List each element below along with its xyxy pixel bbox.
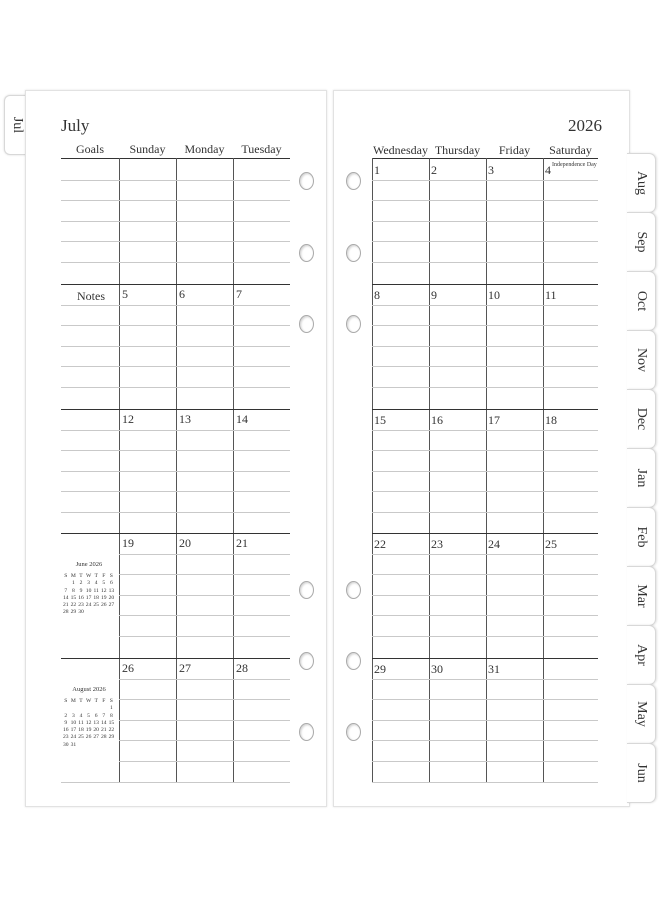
tab-jan[interactable] [627,448,656,508]
mini-day [100,742,108,748]
holiday-label: Independence Day [552,162,597,168]
binder-hole [299,723,314,741]
mini-day: 26 [100,602,107,609]
tab-label: May [634,701,649,727]
writing-line [61,241,290,242]
mini-day: 20 [93,727,99,734]
mini-day: 13 [93,719,99,726]
mini-day: 12 [100,587,107,594]
mini-day: 10 [70,719,77,726]
mini-weekday: S [64,573,68,579]
column-header: Sunday [129,142,166,156]
tab-feb[interactable] [627,507,656,567]
tab-jun[interactable] [627,743,656,803]
week-divider [372,658,598,659]
mini-day [92,609,100,615]
writing-line [372,180,598,181]
binder-hole [346,315,361,333]
mini-day [85,705,93,711]
writing-line [372,491,598,492]
mini-weekday: T [94,573,98,579]
day-number: 19 [122,536,134,550]
binder-hole [299,172,314,190]
binder-hole [346,172,361,190]
day-number: 8 [374,288,380,302]
tab-label: Aug [634,170,649,196]
mini-day: 29 [70,609,77,616]
writing-line [61,346,290,347]
writing-line [61,305,290,306]
mini-weekday: T [79,698,83,704]
writing-line [119,615,290,616]
mini-day: 4 [94,580,98,587]
mini-day [85,609,93,615]
day-number: 7 [236,287,242,301]
day-number: 4 [545,163,551,177]
writing-line [372,430,598,431]
column-header: Goals [76,142,104,156]
writing-line [119,740,290,741]
mini-day: 19 [100,594,107,601]
mini-weekday: S [109,698,113,704]
day-number: 13 [179,412,191,426]
mini-day: 3 [87,580,90,587]
binder-hole [346,244,361,262]
day-number: 9 [431,288,437,302]
writing-line [61,325,290,326]
mini-day: 31 [70,741,77,748]
mini-day: 30 [63,741,69,748]
writing-line [61,471,290,472]
tab-nov[interactable] [627,330,656,390]
mini-day: 16 [63,727,69,734]
writing-line [372,346,598,347]
day-number: 12 [122,412,134,426]
mini-day [108,742,116,748]
mini-day: 11 [78,719,84,726]
mini-day: 19 [85,727,92,734]
day-number: 30 [431,662,443,676]
tab-aug[interactable] [627,153,656,213]
writing-line [372,241,598,242]
writing-line [372,720,598,721]
day-number: 10 [488,288,500,302]
writing-line [61,200,290,201]
writing-line [372,554,598,555]
binder-hole [346,723,361,741]
day-number: 29 [374,662,386,676]
mini-calendar-title: June 2026 [75,561,103,568]
tab-label: Oct [634,290,649,312]
mini-day: 1 [71,580,75,587]
mini-day [62,705,70,711]
week-divider [372,409,598,410]
writing-line [372,699,598,700]
mini-day [70,705,78,711]
mini-day: 16 [78,594,84,601]
mini-day: 5 [102,580,106,587]
mini-day: 6 [94,712,98,719]
tab-jul-label: Jul [10,116,25,134]
mini-day [108,609,116,615]
writing-line [61,221,290,222]
day-number: 5 [122,287,128,301]
day-number: 26 [122,661,134,675]
mini-day: 9 [79,587,83,594]
writing-line [372,512,598,513]
header-rule [372,158,598,159]
writing-line [372,574,598,575]
mini-day: 10 [85,587,92,594]
mini-day: 8 [71,587,75,594]
tab-label: Feb [634,526,649,548]
mini-day [62,580,70,586]
writing-line [372,679,598,680]
week-divider [61,409,290,410]
mini-day: 11 [93,587,99,594]
mini-weekday: T [94,698,98,704]
writing-line [372,740,598,741]
writing-line [61,512,290,513]
mini-day: 28 [100,734,107,741]
mini-day: 21 [100,727,107,734]
column-header: Saturday [549,143,592,157]
mini-calendar-grid [62,573,115,615]
mini-day [92,742,100,748]
writing-line [372,305,598,306]
writing-line [372,325,598,326]
writing-line [61,450,290,451]
mini-day: 8 [109,712,113,719]
binder-hole [299,244,314,262]
week-divider [61,284,290,285]
notes-label: Notes [77,289,105,303]
mini-day: 17 [85,594,92,601]
mini-day: 26 [85,734,92,741]
writing-line [372,262,598,263]
mini-day: 7 [102,712,106,719]
tab-mar[interactable] [627,566,656,626]
mini-day: 15 [70,594,77,601]
day-number: 14 [236,412,248,426]
writing-line [372,221,598,222]
mini-day: 24 [70,734,77,741]
mini-day: 18 [93,594,99,601]
mini-day: 4 [79,712,83,719]
mini-day: 27 [108,602,115,609]
day-number: 6 [179,287,185,301]
column-header: Friday [498,143,531,157]
day-number: 15 [374,413,386,427]
binder-hole [346,581,361,599]
day-number: 17 [488,413,500,427]
column-header: Monday [184,142,225,156]
writing-line [61,491,290,492]
writing-line [61,180,290,181]
mini-day [77,742,85,748]
mini-day: 22 [70,602,77,609]
day-number: 31 [488,662,500,676]
mini-day: 25 [93,602,99,609]
day-number: 23 [431,537,443,551]
mini-weekday: M [70,698,76,704]
day-number: 2 [431,163,437,177]
writing-line [119,595,290,596]
mini-day: 9 [64,719,68,726]
mini-day: 23 [63,734,69,741]
tab-label: Jun [634,763,649,783]
writing-line [119,679,290,680]
mini-day: 14 [100,719,107,726]
writing-line [119,699,290,700]
mini-weekday: T [79,573,83,579]
mini-day: 27 [93,734,99,741]
mini-weekday: W [85,573,92,579]
week-divider [372,284,598,285]
mini-day [85,742,93,748]
mini-day [100,609,108,615]
mini-day: 3 [71,712,75,719]
writing-line [61,782,290,783]
writing-line [372,471,598,472]
day-number: 11 [545,288,557,302]
column-header: Thursday [434,143,481,157]
mini-day: 28 [63,609,69,616]
writing-line [119,761,290,762]
writing-line [372,761,598,762]
mini-day: 20 [108,594,115,601]
mini-day: 23 [78,602,84,609]
day-number: 18 [545,413,557,427]
tab-label: Apr [634,644,649,666]
mini-day: 18 [78,727,84,734]
mini-day: 2 [79,580,83,587]
day-number: 1 [374,163,380,177]
day-number: 27 [179,661,191,675]
tab-oct[interactable] [627,271,656,331]
writing-line [119,636,290,637]
binder-hole [299,315,314,333]
writing-line [372,615,598,616]
day-number: 28 [236,661,248,675]
day-number: 22 [374,537,386,551]
writing-line [61,430,290,431]
day-number: 16 [431,413,443,427]
tab-label: Mar [634,584,649,608]
writing-line [372,782,598,783]
writing-line [372,636,598,637]
mini-day: 12 [85,719,92,726]
mini-day: 2 [64,712,68,719]
day-number: 24 [488,537,500,551]
mini-day: 25 [78,734,84,741]
mini-day: 1 [109,705,113,712]
day-number: 20 [179,536,191,550]
writing-line [61,262,290,263]
mini-day: 29 [108,734,115,741]
writing-line [372,387,598,388]
mini-weekday: M [70,573,76,579]
writing-line [61,366,290,367]
mini-day: 30 [78,609,84,616]
writing-line [372,200,598,201]
tab-label: Sep [634,231,649,253]
mini-day: 21 [63,602,69,609]
mini-weekday: W [85,698,92,704]
mini-calendar-grid [62,698,115,748]
day-number: 3 [488,163,494,177]
tab-dec[interactable] [627,389,656,449]
writing-line [119,720,290,721]
tab-label: Jan [634,468,649,488]
mini-calendar-title: August 2026 [72,686,106,693]
month-title: July [61,116,90,135]
writing-line [61,387,290,388]
mini-day: 13 [108,587,115,594]
writing-line [119,574,290,575]
tab-apr[interactable] [627,625,656,685]
day-number: 21 [236,536,248,550]
mini-day [77,705,85,711]
tab-sep[interactable] [627,212,656,272]
mini-day [92,705,100,711]
mini-day: 6 [109,580,113,587]
year-title: 2026 [568,116,602,135]
writing-line [119,554,290,555]
day-number: 25 [545,537,557,551]
mini-day: 24 [85,602,92,609]
mini-weekday: S [64,698,68,704]
week-divider [61,658,290,659]
mini-day: 5 [87,712,90,719]
week-divider [61,533,290,534]
mini-day [100,705,108,711]
tab-may[interactable] [627,684,656,744]
writing-line [372,450,598,451]
mini-day: 22 [108,727,115,734]
mini-weekday: F [102,698,106,704]
tab-label: Dec [634,407,649,431]
mini-weekday: F [102,573,106,579]
writing-line [372,595,598,596]
column-header: Wednesday [372,143,428,157]
mini-weekday: S [109,573,113,579]
writing-line [372,366,598,367]
binder-hole [299,581,314,599]
column-header: Tuesday [241,142,282,156]
tab-label: Nov [634,347,649,373]
mini-day: 14 [63,594,69,601]
mini-day: 17 [70,727,77,734]
binder-hole [346,652,361,670]
binder-hole [299,652,314,670]
week-divider [372,533,598,534]
mini-day: 7 [64,587,68,594]
mini-day: 15 [108,719,115,726]
